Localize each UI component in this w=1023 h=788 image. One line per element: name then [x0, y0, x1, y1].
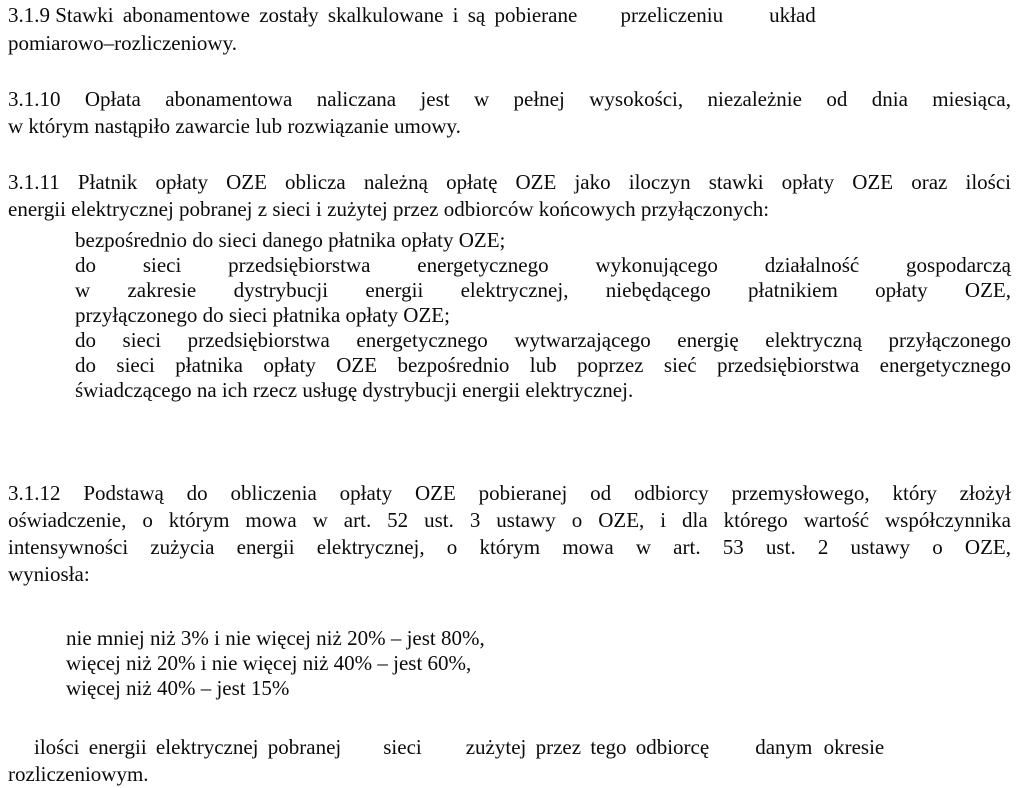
paragraph-text: Stawki abonamentowe zostały skalkulowane i są pobierane [55, 3, 578, 27]
paragraph-line: 3.1.11 Płatnik opłaty OZE oblicza należną opłatę OZE jako iloczyn stawki opłaty OZE oraz ilości [8, 170, 1011, 194]
paragraph-line: rozliczeniowym. [8, 762, 149, 786]
list-item-line: do sieci płatnika opłaty OZE bezpośrednio lub poprzez sieć przedsiębiorstwa energetycznego [75, 353, 1011, 377]
list-item [75, 253, 1011, 328]
paragraph-text: danym okresie [755, 735, 885, 759]
coefficient-list [66, 626, 666, 701]
paragraph-line: oświadczenie, o którym mowa w art. 52 ust. 3 ustawy o OZE, i dla którego wartość współczynnika [8, 508, 1011, 532]
paragraph-number: 3.1.9 [8, 3, 50, 27]
paragraph-text: układ [769, 3, 816, 27]
paragraph-line: energii elektrycznej pobranej z sieci i zużytej przez odbiorców końcowych przyłączonych: [8, 197, 770, 221]
list-item: więcej niż 20% i nie więcej niż 40% – jest 60%, [66, 651, 472, 675]
paragraph-text: ilości energii elektrycznej pobranej [34, 735, 342, 759]
paragraph-line [8, 2, 1011, 29]
paragraph-line: w którym nastąpiło zawarcie lub rozwiązanie umowy. [8, 114, 461, 138]
paragraph-line: 3.1.12 Podstawą do obliczenia opłaty OZE pobieranej od odbiorcy przemysłowego, który złożył [8, 481, 1011, 505]
list-item: nie mniej niż 3% i nie więcej niż 20% – jest 80%, [66, 626, 485, 650]
list-item [75, 328, 1011, 403]
paragraph-3-1-12 [8, 480, 1011, 588]
paragraph-line: pomiarowo–rozliczeniowy. [8, 31, 237, 55]
recipients-list [75, 228, 1011, 403]
list-item-line: świadczącego na ich rzecz usługę dystrybucji energii elektrycznej. [75, 378, 634, 402]
paragraph-text: sieci [383, 735, 422, 759]
closing-paragraph [8, 734, 1011, 788]
paragraph-text: przeliczeniu [620, 3, 724, 27]
paragraph-line: wyniosła: [8, 562, 90, 586]
paragraph-line [8, 734, 1011, 761]
list-item-line: do sieci przedsiębiorstwa energetycznego wykonującego działalność gospodarczą [75, 253, 1011, 277]
list-item-line: przyłączonego do sieci płatnika opłaty OZE; [75, 303, 450, 327]
paragraph-3-1-11 [8, 169, 1011, 223]
paragraph-line: intensywności zużycia energii elektrycznej, o którym mowa w art. 53 ust. 2 ustawy o OZE, [8, 535, 1011, 559]
paragraph-3-1-9 [8, 2, 1011, 57]
paragraph-3-1-10 [8, 86, 1011, 140]
list-item-line: w zakresie dystrybucji energii elektrycznej, niebędącego płatnikiem opłaty OZE, [75, 278, 1011, 302]
list-item: więcej niż 40% – jest 15% [66, 676, 290, 700]
list-item-line: bezpośrednio do sieci danego płatnika opłaty OZE; [75, 228, 506, 252]
paragraph-text: zużytej przez tego odbiorcę [465, 735, 710, 759]
list-item-line: do sieci przedsiębiorstwa energetycznego wytwarzającego energię elektryczną przyłączonego [75, 328, 1011, 352]
list-item [75, 228, 1011, 253]
paragraph-line: 3.1.10 Opłata abonamentowa naliczana jest w pełnej wysokości, niezależnie od dnia miesiąca, [8, 87, 1011, 111]
